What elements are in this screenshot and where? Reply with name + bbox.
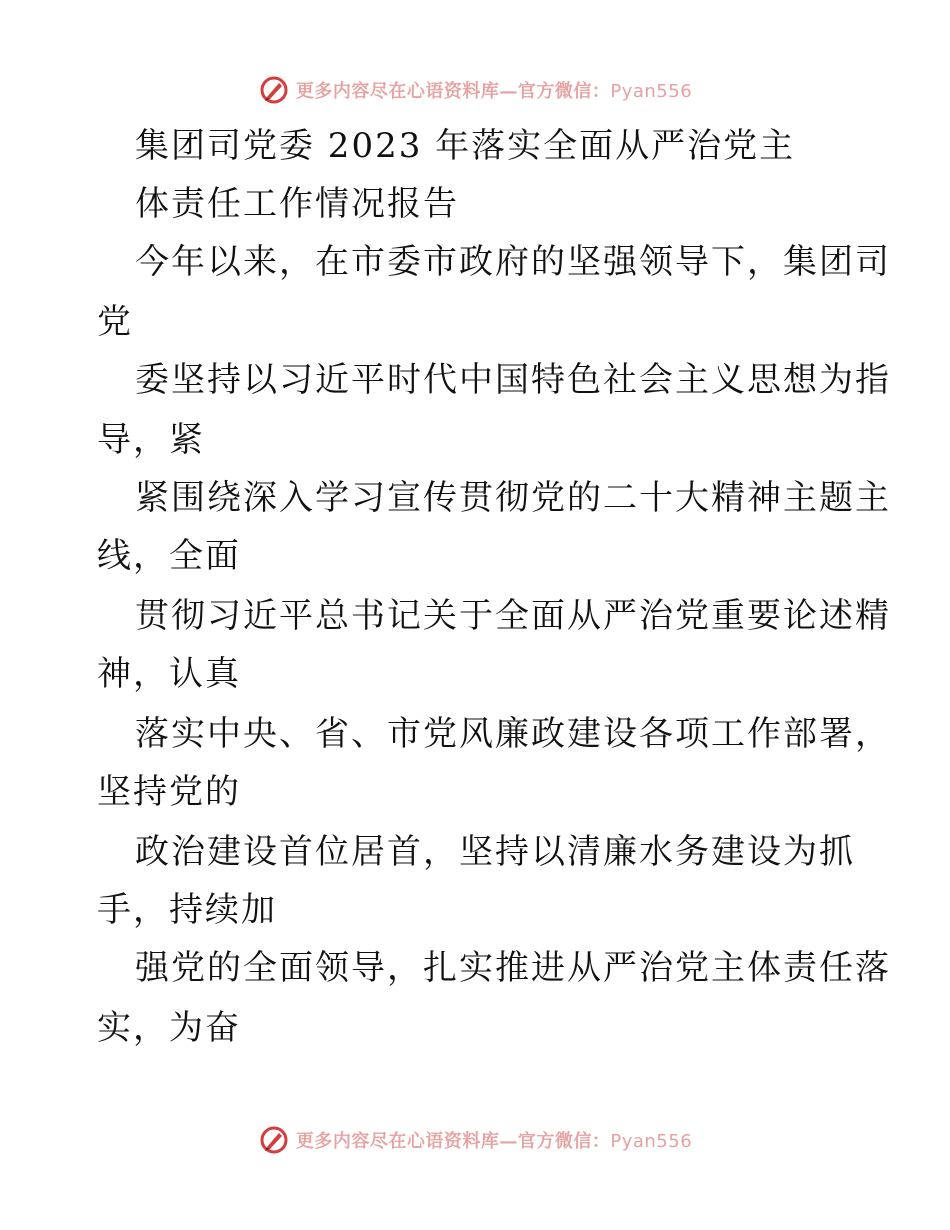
paragraph-line: 贯彻习近平总书记关于全面从严治党重要论述精 [135,596,891,636]
header-watermark [0,70,950,110]
pen-logo-icon [258,1124,290,1156]
footer-watermark [0,1120,950,1160]
document-title-line-2: 体责任工作情况报告 [135,184,459,224]
watermark-label: 更多内容尽在心语资料库—官方微信： [295,1131,611,1152]
paragraph-line: 紧围绕深入学习宣传贯彻党的二十大精神主题主 [135,478,891,518]
paragraph-line: 神，认真 [97,654,241,694]
paragraph-line: 线，全面 [97,536,241,576]
paragraph-line: 党 [97,302,133,342]
paragraph-line: 坚持党的 [97,772,241,812]
watermark-account: Pyan556 [610,81,693,102]
paragraph-line: 强党的全面领导，扎实推进从严治党主体责任落 [135,948,891,988]
paragraph-line: 政治建设首位居首，坚持以清廉水务建设为抓 [135,832,855,872]
watermark-label: 更多内容尽在心语资料库—官方微信： [295,81,611,102]
paragraph-line: 实，为奋 [97,1008,241,1048]
watermark-text [296,77,692,103]
paragraph-line: 落实中央、省、市党风廉政建设各项工作部署， [135,714,891,754]
document-title-line-1: 集团司党委 2023 年落实全面从严治党主 [135,126,796,166]
watermark-account: Pyan556 [610,1131,693,1152]
paragraph-line: 手，持续加 [97,890,277,930]
paragraph-line: 导，紧 [97,420,205,460]
watermark-text [296,1127,692,1153]
paragraph-line: 今年以来，在市委市政府的坚强领导下，集团司 [135,242,891,282]
pen-logo-icon [258,74,290,106]
paragraph-line: 委坚持以习近平时代中国特色社会主义思想为指 [135,360,891,400]
